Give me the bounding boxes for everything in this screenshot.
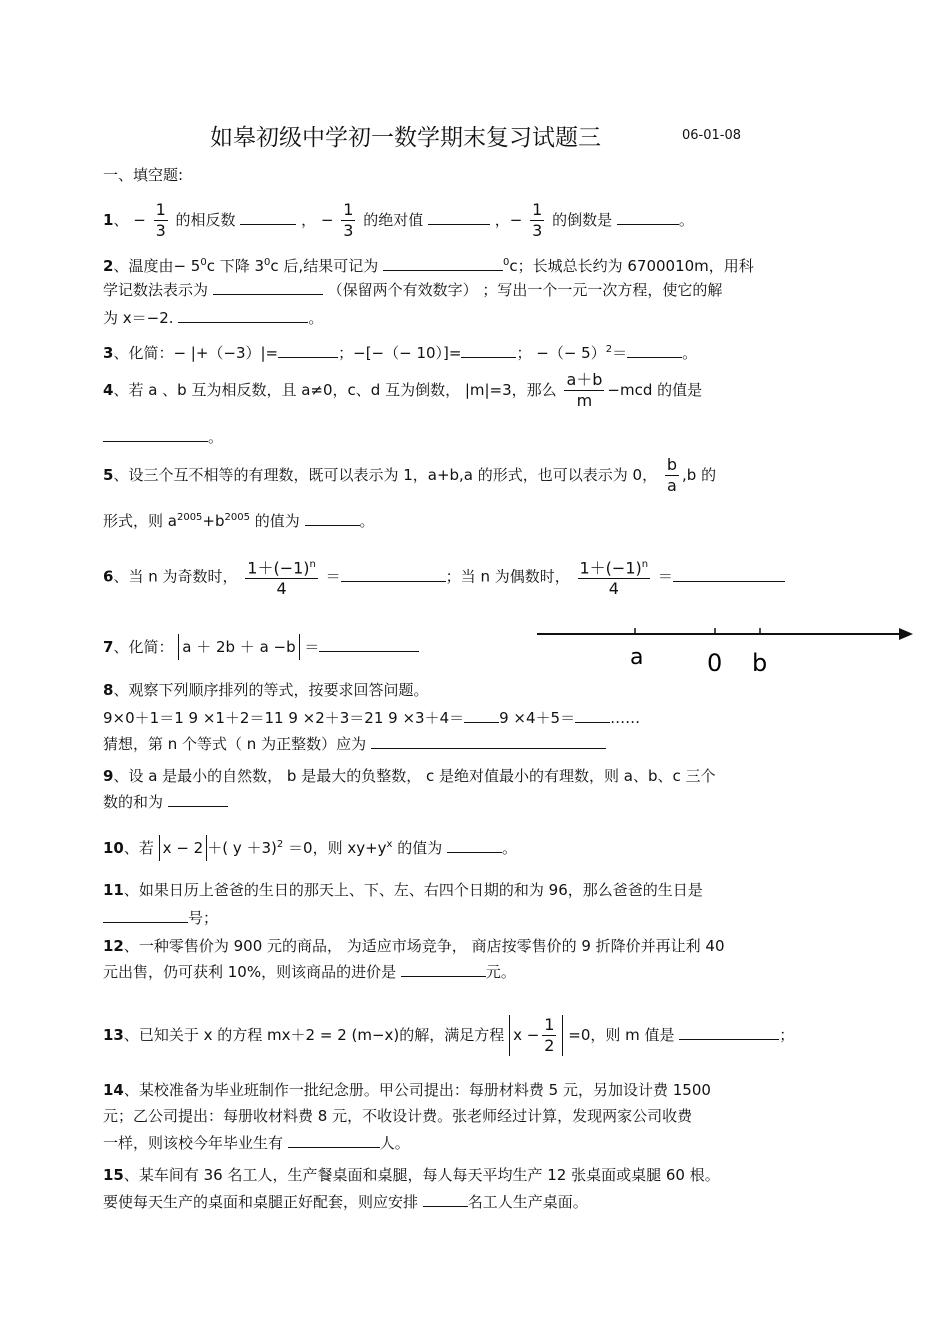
fraction: $\frac{a+b}{m}$ — [566, 370, 603, 410]
fraction: $\frac{b}{a}$ — [666, 455, 678, 495]
answer-blank[interactable] — [575, 708, 610, 723]
question-14-line-2: 元；乙公司提出：每册收材料费 8 元，不收设计费。张老师经过计算，发现两家公司收费 — [103, 1107, 693, 1125]
fraction: $\frac{1}{3}$ — [532, 200, 543, 240]
answer-blank[interactable] — [319, 637, 419, 652]
answer-blank[interactable] — [447, 838, 502, 853]
answer-blank[interactable] — [423, 1192, 468, 1207]
question-14-line-3: 一样，则该校今年毕业生有 人。 — [103, 1134, 410, 1152]
question-4-line-2: 。 — [103, 427, 223, 447]
section-heading: 一、填空题: — [103, 166, 184, 184]
answer-blank[interactable] — [278, 343, 338, 358]
answer-blank[interactable] — [383, 256, 503, 271]
question-15: 15、某车间有 36 名工人，生产餐桌面和桌腿，每人每天平均生产 12 张桌面或桌腿 60 根。 — [103, 1166, 720, 1184]
label-b: b — [752, 649, 768, 677]
question-4: 4、若 a 、b 互为相反数，且 a≠0，c、d 互为倒数， |m|=3，那么 $\frac{a+b}{m}$ −mcd 的值是 — [103, 370, 703, 410]
question-8-line-3: 猜想，第 n 个等式（ n 为正整数）应为 — [103, 734, 606, 754]
absolute-expression: x − 2 — [159, 835, 208, 861]
answer-blank[interactable] — [371, 734, 606, 749]
question-9-line-2: 数的和为 — [103, 792, 228, 812]
question-9: 9、设 a 是最小的自然数， b 是最大的负整数， c 是绝对值最小的有理数，则 a、b、c 三个 — [103, 767, 716, 785]
fraction: $\frac{1+(-1)^n}{4}$ — [579, 558, 649, 599]
question-11-line-2: 号； — [103, 908, 218, 928]
label-zero: 0 — [707, 649, 723, 677]
answer-blank[interactable] — [168, 792, 228, 807]
answer-blank[interactable] — [673, 567, 785, 582]
answer-blank[interactable] — [103, 908, 188, 923]
question-6: 6、当 n 为奇数时， $\frac{1+(-1)^n}{4}$ ＝ ；当 n 为偶数时， $\frac{1+(-1)^n}{4}$ ＝ — [103, 555, 785, 599]
answer-blank[interactable] — [305, 511, 360, 526]
question-8-line-2: 9×0＋1＝1 9 ×1＋2＝11 9 ×2＋3＝21 9 ×3＋4＝ 9 ×4＋5＝ …… — [103, 709, 641, 727]
question-7: 7、化简： a ＋ 2b ＋ a −b ＝ — [103, 634, 419, 660]
question-2-line-3: 为 x＝−2. 。 — [103, 309, 324, 327]
question-1: 1、 − $\frac{1}{3}$ 的相反数 ， − $\frac{1}{3}$ 的绝对值 ，− $\frac{1}{3}$ 的倒数是 。 — [103, 200, 694, 240]
fraction: $\frac{1}{3}$ — [343, 200, 354, 240]
answer-blank[interactable] — [341, 567, 446, 582]
answer-blank[interactable] — [627, 343, 682, 358]
question-12-line-2: 元出售，仍可获利 10%，则该商品的进价是 元。 — [103, 963, 516, 981]
absolute-expression: x − $\frac{1}{2}$ — [509, 1015, 563, 1056]
question-8: 8、观察下列顺序排列的等式，按要求回答问题。 — [103, 681, 429, 699]
question-5-line-2: 形式，则 $a^{2005}+b^{2005}$ 的值为 。 — [103, 512, 375, 530]
question-11: 11、如果日历上爸爸的生日的那天上、下、左、右四个日期的和为 96，那么爸爸的生日是 — [103, 881, 703, 899]
fraction: $\frac{1+(-1)^n}{4}$ — [247, 558, 316, 599]
answer-blank[interactable] — [461, 343, 516, 358]
question-12: 12、一种零售价为 900 元的商品， 为适应市场竞争， 商店按零售价的 9 折降价并再让利 40 — [103, 937, 725, 955]
fraction: $\frac{1}{3}$ — [155, 200, 166, 240]
answer-blank[interactable] — [401, 962, 486, 977]
answer-blank[interactable] — [103, 427, 208, 442]
question-5: 5、设三个互不相等的有理数，既可以表示为 1，a+b,a 的形式，也可以表示为 0， $\frac{b}{a}$ ,b 的 — [103, 455, 717, 495]
answer-blank[interactable] — [428, 210, 490, 225]
number-line — [535, 616, 920, 686]
date: 06-01-08 — [682, 128, 742, 143]
question-15-line-2: 要使每天生产的桌面和桌腿正好配套，则应安排 名工人生产桌面。 — [103, 1193, 588, 1211]
absolute-expression: a ＋ 2b ＋ a −b — [178, 634, 299, 660]
question-3: 3、化简：− |+（−3）|= ；−[−（− 10）]= ； −（− 5）$^2$＝ 。 — [103, 344, 698, 362]
answer-blank[interactable] — [464, 708, 499, 723]
answer-blank[interactable] — [240, 210, 296, 225]
label-a: a — [630, 645, 644, 670]
answer-blank[interactable] — [617, 210, 679, 225]
question-2: 2、温度由− $5^0c$ 下降 $3^0c$ 后,结果可记为 $^0$c；长城总长约为 6700010m，用科 — [103, 257, 754, 275]
answer-blank[interactable] — [288, 1133, 380, 1148]
answer-blank[interactable] — [213, 280, 323, 295]
answer-blank[interactable] — [679, 1025, 779, 1040]
answer-blank[interactable] — [178, 308, 308, 323]
question-10: 10、若 x − 2 ＋( y ＋3)$^2$ ＝0，则 $xy+y^x$ 的值为 。 — [103, 835, 517, 861]
page-title: 如皋初级中学初一数学期末复习试题三 — [210, 125, 601, 151]
question-2-line-2: 学记数法表示为 （保留两个有效数字） ；写出一个一元一次方程，使它的解 — [103, 281, 723, 299]
question-14: 14、某校准备为毕业班制作一批纪念册。甲公司提出：每册材料费 5 元，另加设计费 1500 — [103, 1081, 711, 1099]
question-13: 13、已知关于 x 的方程 mx＋2 = 2 (m−x)的解，满足方程 x − $\frac{1}{2}$ =0，则 m 值是 ； — [103, 1015, 795, 1055]
